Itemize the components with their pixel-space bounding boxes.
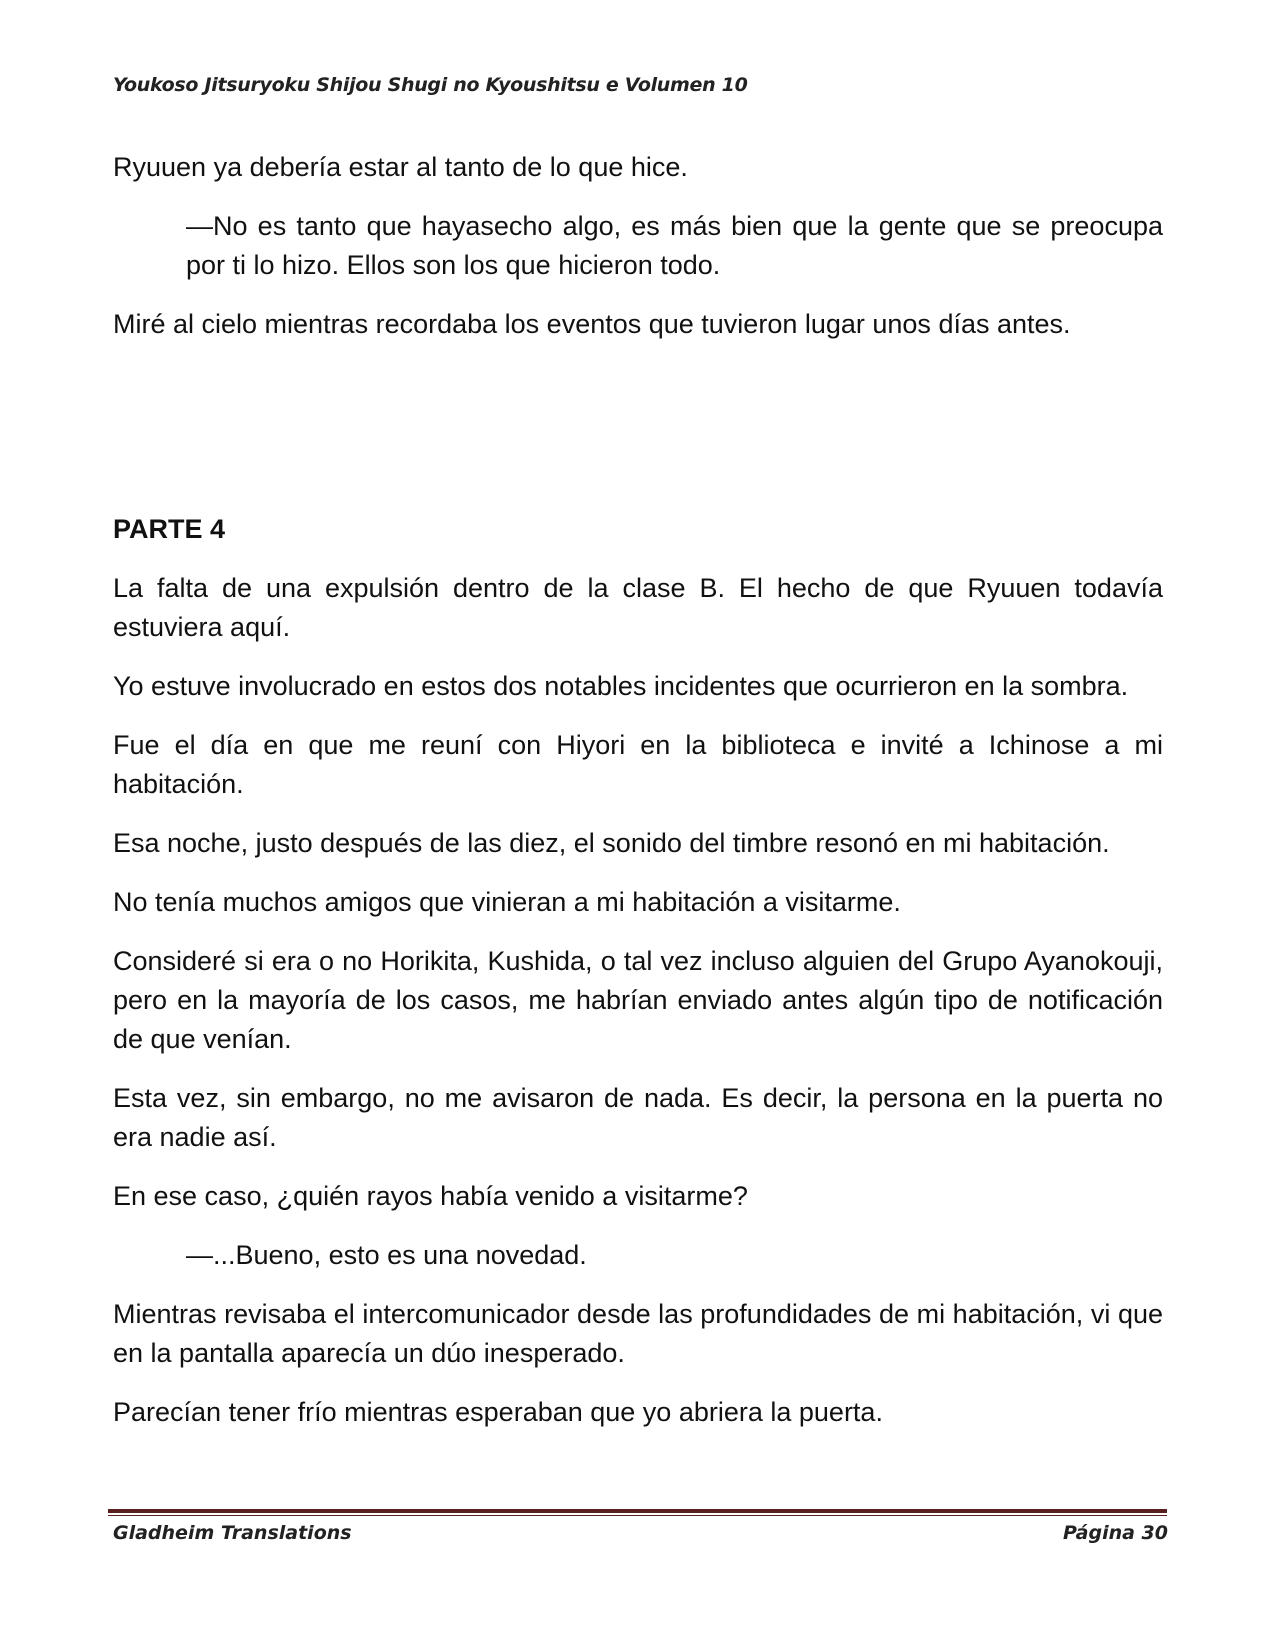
section-gap bbox=[113, 364, 1163, 510]
footer-rule bbox=[108, 1509, 1167, 1516]
page-number: Página 30 bbox=[1062, 1522, 1168, 1544]
section-heading: PARTE 4 bbox=[113, 514, 226, 544]
paragraph: No tenía muchos amigos que vinieran a mi habitación a visitarme. bbox=[113, 887, 901, 917]
dialogue-paragraph: —...Bueno, esto es una novedad. bbox=[186, 1240, 587, 1270]
paragraph: Esta vez, sin embargo, no me avisaron de nada. Es decir, la persona en la puerta no era nadie así. bbox=[113, 1083, 1163, 1152]
dialogue-paragraph: —No es tanto que hayasecho algo, es más bien que la gente que se preocupa por ti lo hizo. Ellos son los que hicieron todo. bbox=[186, 211, 1163, 280]
paragraph: En ese caso, ¿quién rayos había venido a visitarme? bbox=[113, 1181, 748, 1211]
paragraph: Mientras revisaba el intercomunicador desde las profundidades de mi habitación, vi que en la pantalla aparecía un dúo inesperado. bbox=[113, 1299, 1163, 1368]
paragraph: Fue el día en que me reuní con Hiyori en la biblioteca e invité a Ichinose a mi habitación. bbox=[113, 730, 1163, 799]
paragraph: La falta de una expulsión dentro de la clase B. El hecho de que Ryuuen todavía estuviera aquí. bbox=[113, 573, 1163, 642]
running-header: Youkoso Jitsuryoku Shijou Shugi no Kyoushitsu e Volumen 10 bbox=[113, 74, 748, 96]
footer-credit: Gladheim Translations bbox=[113, 1522, 352, 1544]
paragraph: Ryuuen ya debería estar al tanto de lo que hice. bbox=[113, 152, 688, 182]
paragraph: Esa noche, justo después de las diez, el sonido del timbre resonó en mi habitación. bbox=[113, 828, 1110, 858]
paragraph: Consideré si era o no Horikita, Kushida, o tal vez incluso alguien del Grupo Ayanokouji, pero en la mayoría de los casos, me habrían enviado antes algún tipo de notificación de que venían. bbox=[113, 946, 1163, 1054]
paragraph: Miré al cielo mientras recordaba los eventos que tuvieron lugar unos días antes. bbox=[113, 309, 1071, 339]
paragraph: Parecían tener frío mientras esperaban que yo abriera la puerta. bbox=[113, 1397, 883, 1427]
paragraph: Yo estuve involucrado en estos dos notables incidentes que ocurrieron en la sombra. bbox=[113, 671, 1129, 701]
page-content bbox=[113, 148, 1163, 1452]
